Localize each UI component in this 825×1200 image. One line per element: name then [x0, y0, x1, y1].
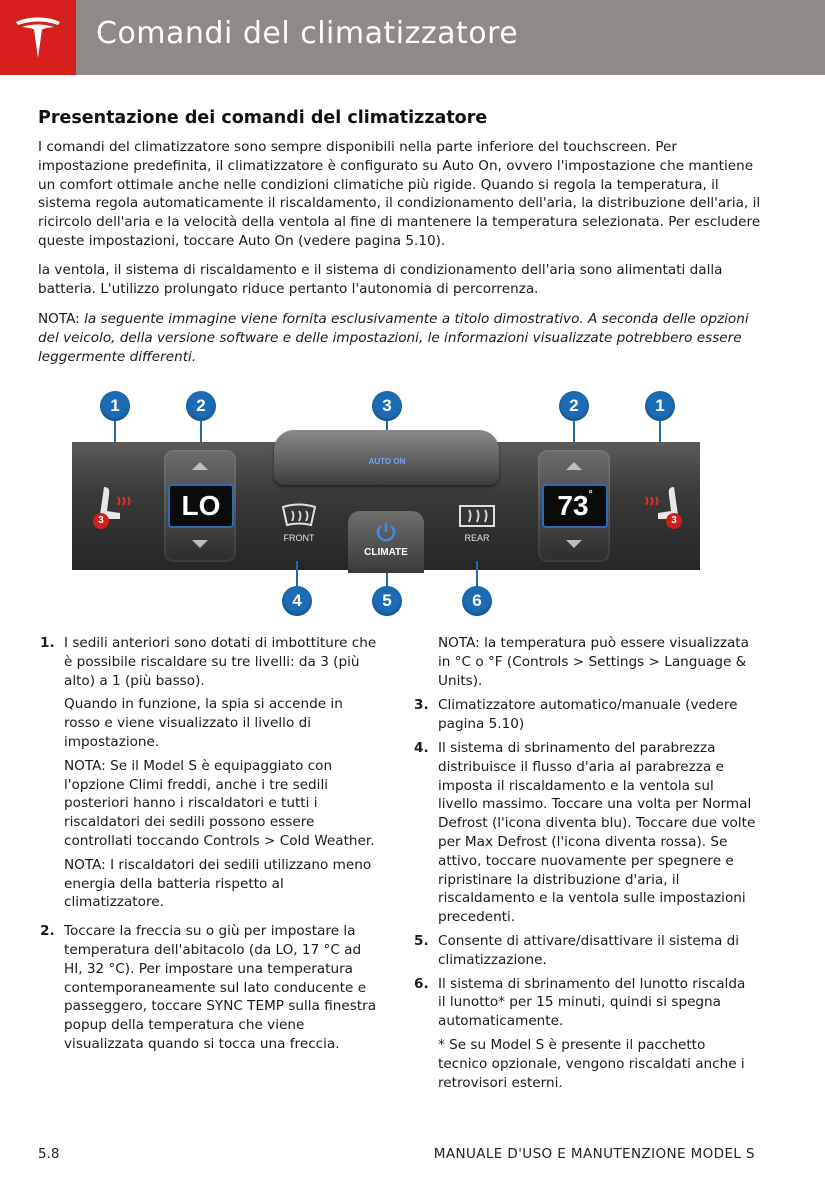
- callout-1-right: 1: [645, 391, 675, 421]
- passenger-temp-control[interactable]: [538, 450, 610, 562]
- page-header: [0, 0, 825, 75]
- driver-temp-display: LO: [168, 484, 234, 528]
- section-heading: Presentazione dei comandi del climatizzatore: [38, 108, 488, 128]
- list-item: [38, 634, 378, 690]
- item-text: Toccare la freccia su o giù per impostare la temperatura dell'abitacolo (da LO, 17 °C ad HI, 32 °C). Per impostare una temperatura contemporaneamente sul lato conducente e passeggero, toccare SYNC TEMP sulla finestra popup della temperatura che viene visualizzata quando si tocca una freccia.: [64, 923, 377, 1052]
- right-seat-heater[interactable]: [638, 485, 688, 533]
- page-title: Comandi del climatizzatore: [96, 16, 519, 51]
- climate-controls-figure: [72, 385, 702, 620]
- front-defrost-button[interactable]: [272, 503, 326, 543]
- callout-6: 6: [462, 586, 492, 616]
- auto-on-button[interactable]: AUTO ON: [368, 457, 406, 466]
- list-item: [412, 739, 757, 927]
- item-text: Consente di attivare/disattivare il sistema di climatizzazione.: [438, 932, 740, 968]
- rear-defrost-button[interactable]: [450, 503, 504, 543]
- seat-heater-icon: [638, 485, 688, 533]
- footer-manual-title: MANUALE D'USO E MANUTENZIONE MODEL S: [433, 1146, 755, 1162]
- tesla-logo-icon: [12, 12, 64, 64]
- list-item: [412, 696, 757, 734]
- item-number: 3.: [414, 697, 429, 714]
- item-subtext: Quando in funzione, la spia si accende in rosso e viene visualizzato il livello di impostazione.: [64, 696, 343, 750]
- temperature-unit-note: NOTA: la temperatura può essere visualizzata in °C o °F (Controls > Settings > Language & Units).: [438, 635, 749, 689]
- temp-up-arrow-icon[interactable]: [566, 462, 582, 470]
- tesla-logo: [0, 0, 76, 75]
- rear-defrost-icon: [457, 503, 497, 529]
- leader-line: [386, 573, 388, 587]
- image-note: [38, 310, 763, 366]
- intro-paragraph: I comandi del climatizzatore sono sempre disponibili nella parte inferiore del touchscreen. Per impostazione predefinita, il climatizzatore è configurato su Auto On, ovvero l'impostazione che mantiene un comfort ottimale anche nelle condizioni climatiche più rigide. Quando si regola la temperatura, il sistema regola automaticamente il riscaldamento, il condizionamento dell'aria, la distribuzione dell'aria, il ricircolo dell'aria e la velocità della ventola al fine di mantenere la temperatura selezionata. Per escludere queste impostazioni, toccare Auto On (vedere pagina 5.10).: [38, 139, 761, 249]
- callout-5: 5: [372, 586, 402, 616]
- left-seat-heater[interactable]: [90, 485, 140, 533]
- item-number: 4.: [414, 739, 429, 756]
- note-text: la seguente immagine viene fornita esclusivamente a titolo dimostrativo. A seconda delle opzioni del veicolo, della versione software e delle impostazioni, le informazioni visualizzate potrebbero essere leggermente differenti.: [38, 311, 749, 365]
- callout-4: 4: [282, 586, 312, 616]
- list-right-column: [412, 634, 757, 1097]
- climate-power-button[interactable]: [348, 511, 424, 573]
- temp-unit: °: [588, 489, 593, 500]
- battery-paragraph: la ventola, il sistema di riscaldamento e il sistema di condizionamento dell'aria sono alimentati dalla batteria. L'utilizzo prolungato riduce pertanto l'autonomia di percorrenza.: [38, 261, 723, 297]
- item-text: Il sistema di sbrinamento del parabrezza distribuisce il flusso d'aria al parabrezza e imposta il riscaldamento e la ventola sul livello massimo. Toccare una volta per Normal Defrost (l'icona diventa blu). Toccare due volte per Max Defrost (l'icona diventa rossa). Se attivo, toccare nuovamente per spegnere e ripristinare la distribuzione d'aria, il riscaldamento e la ventola sulle impostazioni precedenti.: [438, 739, 756, 926]
- callout-2-right: 2: [559, 391, 589, 421]
- rear-label: REAR: [464, 533, 490, 543]
- driver-temp-control[interactable]: [164, 450, 236, 562]
- temp-value: 73: [557, 490, 589, 521]
- item-text: I sedili anteriori sono dotati di imbottiture che è possibile riscaldare su tre livelli: da 3 (più alto) a 1 (più basso).: [64, 635, 377, 689]
- list-item: [412, 932, 757, 970]
- seat-level-badge: 3: [666, 513, 682, 529]
- item-subtext: NOTA: Se il Model S è equipaggiato con l'opzione Climi freddi, anche i tre sedili posteriori hanno i riscaldatori e tutti i riscaldatori dei sedili possono essere controllati toccando Controls > Cold Weather.: [64, 757, 375, 849]
- temp-up-arrow-icon[interactable]: [192, 462, 208, 470]
- front-label: FRONT: [283, 533, 315, 543]
- item-subtext: * Se su Model S è presente il pacchetto tecnico opzionale, vengono riscaldati anche i retrovisori esterni.: [438, 1036, 745, 1091]
- callout-3: 3: [372, 391, 402, 421]
- temp-down-arrow-icon[interactable]: [566, 540, 582, 548]
- list-item: [38, 922, 378, 1054]
- item-number: 5.: [414, 932, 429, 949]
- list-left-column: [38, 634, 378, 1059]
- temp-down-arrow-icon[interactable]: [192, 540, 208, 548]
- note-label: NOTA:: [38, 311, 80, 328]
- seat-level-badge: 3: [93, 513, 109, 529]
- climate-label: CLIMATE: [364, 547, 408, 558]
- power-icon: [375, 521, 397, 543]
- leader-line: [296, 561, 298, 587]
- page-number: 5.8: [38, 1146, 60, 1162]
- item-number: 2.: [40, 923, 55, 940]
- passenger-temp-display: [542, 484, 608, 528]
- leader-line: [476, 561, 478, 587]
- callout-2-left: 2: [186, 391, 216, 421]
- item-text: Climatizzatore automatico/manuale (vedere pagina 5.10): [438, 697, 738, 733]
- item-text: Il sistema di sbrinamento del lunotto riscalda il lunotto* per 15 minuti, quindi si spegna automaticamente.: [438, 975, 746, 1030]
- item-number: 6.: [414, 975, 429, 992]
- item-number: 1.: [40, 635, 55, 651]
- intro-section: [38, 108, 763, 367]
- list-item: [412, 975, 757, 1031]
- item-subtext: NOTA: I riscaldatori dei sedili utilizzano meno energia della batteria rispetto al climatizzatore.: [64, 856, 372, 911]
- callout-1-left: 1: [100, 391, 130, 421]
- front-defrost-icon: [279, 503, 319, 529]
